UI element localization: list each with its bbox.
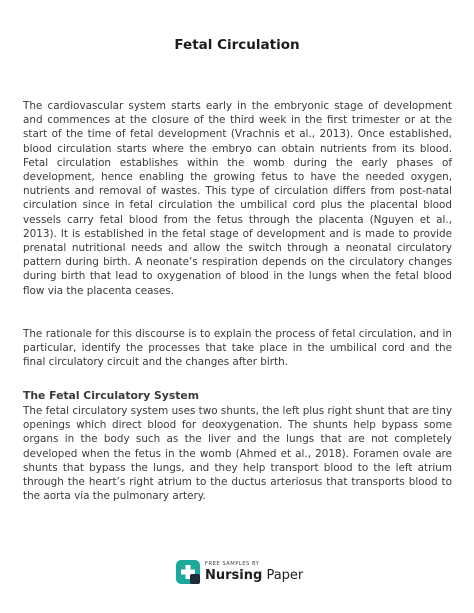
footer-branding	[176, 558, 316, 588]
intro-paragraph: The cardiovascular system starts early in the embryonic stage of development and commences at the closure of the third week in the first trimester or at the start of the time of fetal development (Vrachnis et al., 2013). Once established, blood circulation starts where the embryo can obtain nutrients from its blood. Fetal circulation establishes within the womb during the early phases of development, hence enabling the growing fetus to have the needed oxygen, nutrients and removal of wastes. This type of circulation differs from post-natal circulation since in fetal circulation the umbilical cord plus the placental blood vessels carry fetal blood from the fetus through the placenta (Nguyen et al., 2013). It is established in the fetal stage of development and is made to provide prenatal nutritional needs and allow the switch through a neonatal circulatory pattern during birth. A neonate’s respiration depends on the circulatory changes during birth that lead to oxygenation of blood in the lungs when the fetal blood flow via the placenta ceases.	[23, 100, 452, 297]
brand-part-paper: Paper	[262, 568, 304, 583]
footer-brand-name	[205, 568, 303, 583]
rationale-paragraph: The rationale for this discourse is to explain the process of fetal circulation, and in particular, identify the processes that take place in the umbilical cord and the final circulatory circuit and the changes after birth.	[23, 328, 452, 369]
section-heading: The Fetal Circulatory System	[23, 389, 199, 402]
page-title: Fetal Circulation	[174, 37, 300, 53]
brand-part-nursing: Nursing	[205, 568, 263, 583]
footer-tagline: FREE SAMPLES BY	[205, 561, 260, 567]
nursing-paper-logo-icon	[176, 560, 200, 584]
circulatory-system-paragraph: The fetal circulatory system uses two shunts, the left plus right shunt that are tiny openings which direct blood for deoxygenation. The shunts help bypass some organs in the body such as the liver and the lungs that are not completely developed when the fetus in the womb (Ahmed et al., 2018). Foramen ovale are shunts that bypass the lungs, and they help transport blood to the left atrium through the heart’s right atrium to the ductus arteriosus that transports blood to the aorta via the pulmonary artery.	[23, 405, 452, 503]
